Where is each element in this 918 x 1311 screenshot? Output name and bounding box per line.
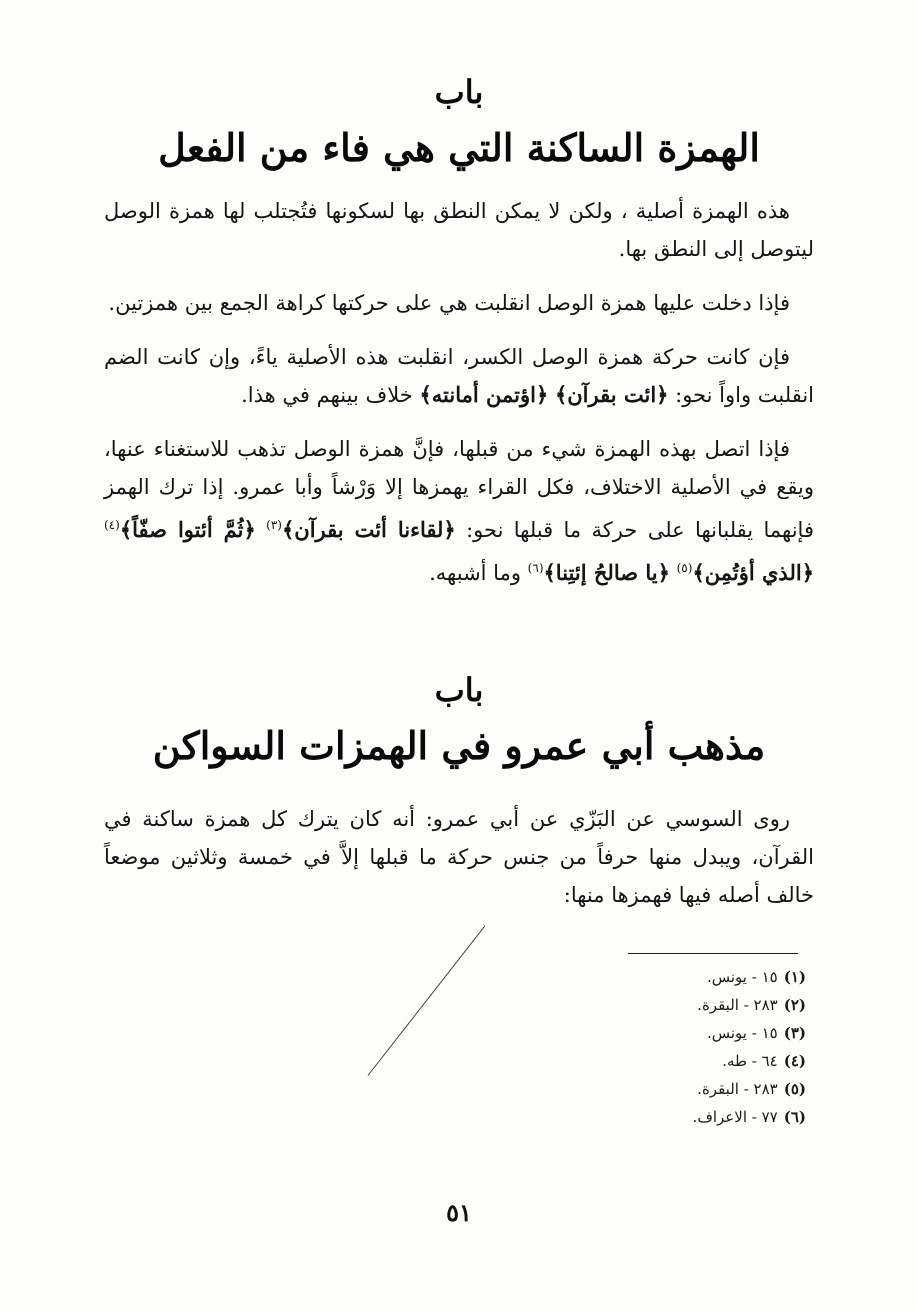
- footnote: [506, 963, 806, 991]
- footnote: [506, 1103, 806, 1131]
- paragraph: هذه الهمزة أصلية ، ولكن لا يمكن النطق بها لسكونها فتُجتلب لها همزة الوصل ليتوصل إلى النطق بها.: [104, 199, 814, 261]
- footnote-text: ١٥ - يونس.: [706, 968, 778, 986]
- footnote-text: ٢٨٣ - البقرة.: [697, 996, 778, 1014]
- paragraph: روى السوسي عن البَزّي عن أبي عمرو: أنه كان يترك كل همزة ساكنة في القرآن، ويبدل منها حرفاً من جنس حركة ما قبلها إلاَّ في خمسة وثلاثين موضعاً خالف أصله فيها فهمزها منها:: [104, 807, 814, 907]
- quran-quote: ﴿الذي أؤتُمِن﴾: [692, 560, 814, 585]
- footnote-number: (٣): [783, 1024, 806, 1042]
- chapter-label: باب: [434, 671, 484, 709]
- footnote-ref: (٦): [527, 561, 544, 575]
- section-body: [104, 192, 814, 608]
- footnote-text: ٧٧ - الاعراف.: [692, 1108, 778, 1126]
- paragraph-text: فإذا اتصل بهذه الهمزة شيء من قبلها، فإنَّ همزة الوصل تذهب للاستغناء عنها، ويقع في الأصلية الاختلاف، فكل القراء يهمزها إلا وَرْشاً وأبا عمرو. إذا ترك الهمز فإنهما يقلبانها على حركة ما قبلها نحو:: [104, 437, 814, 542]
- footnote-text: ٢٨٣ - البقرة.: [697, 1080, 778, 1098]
- footnote-divider: [628, 953, 798, 954]
- footnote: [506, 1019, 806, 1047]
- paragraph: [104, 430, 814, 592]
- footnote-text: ١٥ - يونس.: [706, 1024, 778, 1042]
- footnote-ref: (٥): [676, 561, 693, 575]
- footnote-number: (١): [783, 968, 806, 986]
- footnote-text: ٦٤ - طه.: [722, 1052, 778, 1070]
- footnote: [506, 991, 806, 1019]
- paragraph-text: فإن كانت حركة همزة الوصل الكسر، انقلبت هذه الأصلية ياءً، وإن كانت الضم انقلبت واواً نحو:: [104, 345, 814, 407]
- quran-quote: ﴿اؤتمن أمانته﴾: [419, 382, 549, 407]
- section-body: [104, 800, 814, 924]
- quran-quote: ﴿يا صالحُ إئتِنا﴾: [543, 560, 670, 585]
- chapter-label: باب: [434, 73, 484, 111]
- quran-quote: ﴿لقاءنا أئت بقرآن﴾: [281, 517, 456, 542]
- footnote: [506, 1047, 806, 1075]
- footnotes-list: [506, 963, 806, 1131]
- paragraph-text: وما أشبهه.: [429, 561, 521, 585]
- footnote-number: (٥): [783, 1080, 806, 1098]
- scan-line-mark: [368, 925, 486, 1075]
- footnote-ref: (٤): [104, 518, 120, 532]
- chapter-title: الهمزة الساكنة التي هي فاء من الفعل: [158, 125, 760, 170]
- footnote-number: (٢): [783, 996, 806, 1014]
- footnote-number: (٦): [783, 1108, 806, 1126]
- page-number: ٥١: [446, 1198, 472, 1227]
- footnote: [506, 1075, 806, 1103]
- paragraph-text: خلاف بينهم في هذا.: [241, 383, 413, 407]
- quran-quote: ﴿ائت بقرآن﴾: [554, 382, 669, 407]
- paragraph: فإذا دخلت عليها همزة الوصل انقلبت هي على حركتها كراهة الجمع بين همزتين.: [108, 291, 790, 315]
- chapter-title: مذهب أبي عمرو في الهمزات السواكن: [152, 723, 766, 768]
- quran-quote: ﴿ثُمَّ أئتوا صفّاً﴾: [119, 517, 256, 542]
- footnote-number: (٤): [783, 1052, 806, 1070]
- footnote-ref: (٣): [266, 518, 282, 532]
- paragraph: [104, 338, 814, 414]
